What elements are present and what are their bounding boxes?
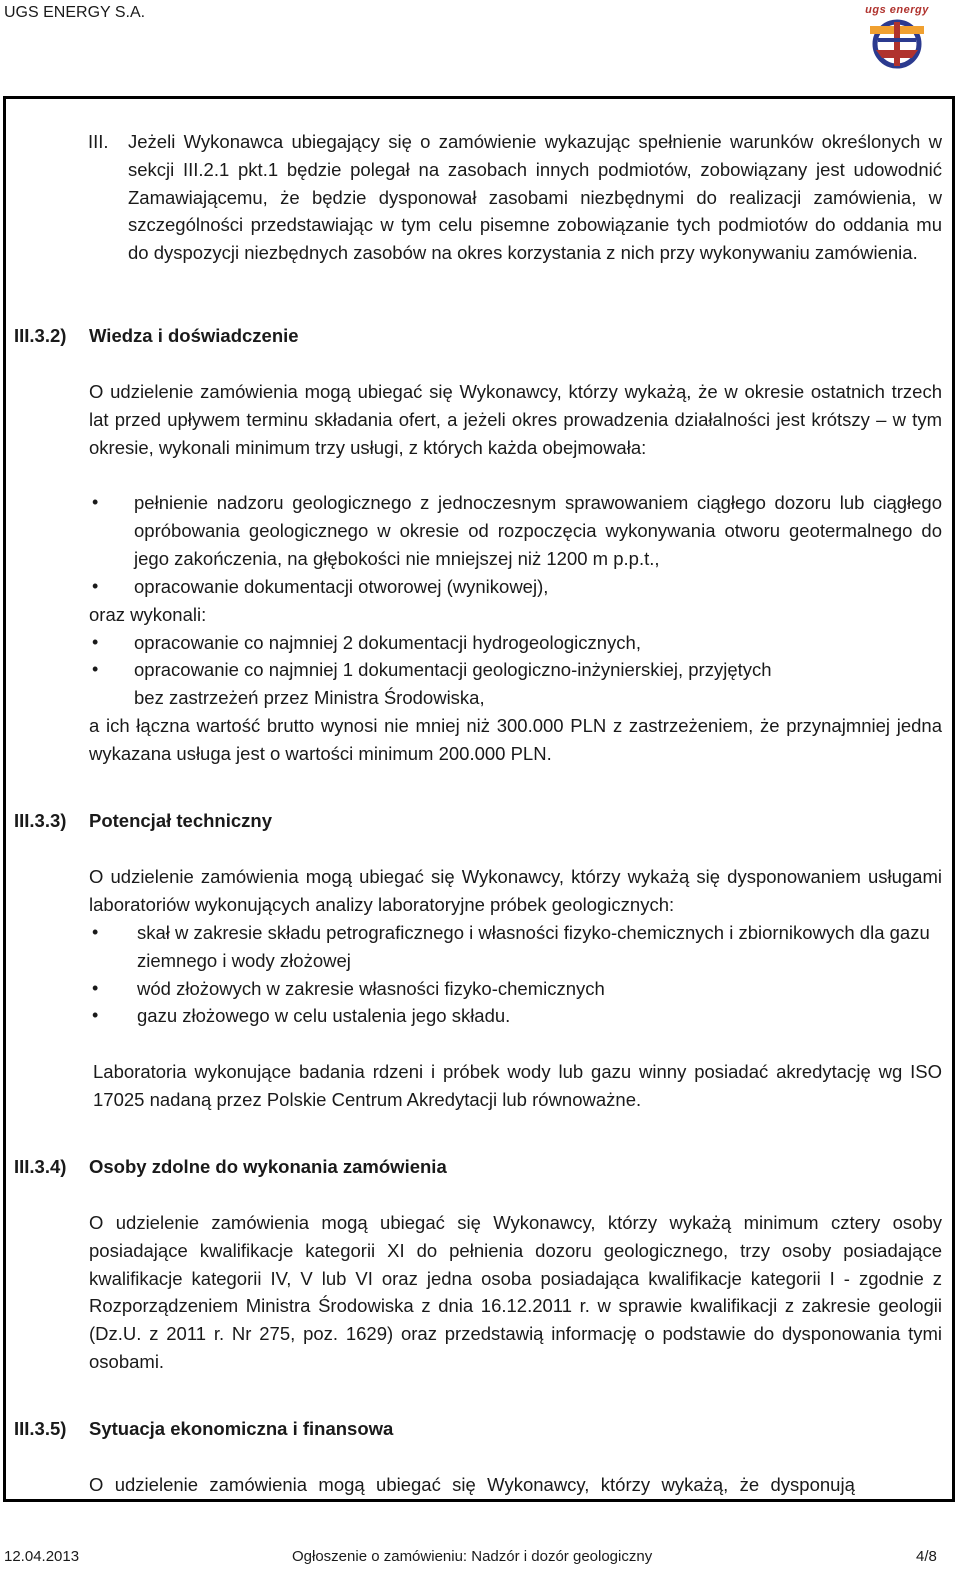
- s333-bullet-3: gazu złożowego w celu ustalenia jego składu.: [137, 1005, 511, 1026]
- s332-bullet-3: opracowanie co najmniej 2 dokumentacji hydrogeologicznych,: [134, 632, 641, 653]
- s335-number: III.3.5): [14, 1418, 67, 1439]
- bullet-marker: •: [92, 659, 99, 679]
- section-iii-marker: III.: [88, 131, 109, 152]
- bullet-marker: •: [92, 632, 99, 652]
- s333-note: Laboratoria wykonujące badania rdzeni i próbek wody lub gazu winny posiadać akredytację wg ISO 17025 nadaną przez Polskie Centrum Akredytacji lub równoważne.: [93, 1061, 942, 1110]
- s332-intro: O udzielenie zamówienia mogą ubiegać się Wykonawcy, którzy wykażą, że w okresie ostatnich trzech lat przed upływem terminu składania ofert, a jeżeli okres prowadzenia działalności jest krótszy – w tym okresie, wykonali minimum trzy usługi, z których każda obejmowała:: [89, 381, 942, 458]
- s334-number: III.3.4): [14, 1156, 67, 1177]
- s332-closing: a ich łączna wartość brutto wynosi nie mniej niż 300.000 PLN z zastrzeżeniem, że przynajmniej jedna wykazana usługa jest o wartości minimum 200.000 PLN.: [89, 715, 942, 764]
- footer-title: Ogłoszenie o zamówieniu: Nadzór i dozór geologiczny: [292, 1548, 653, 1565]
- footer-date: 12.04.2013: [4, 1548, 80, 1565]
- s333-intro: O udzielenie zamówienia mogą ubiegać się Wykonawcy, którzy wykażą się dysponowaniem usługami laboratoriów wykonujących analizy laboratoryjne próbek geologicznych:: [89, 866, 942, 915]
- content-frame: [3, 96, 955, 1502]
- s334-text: O udzielenie zamówienia mogą ubiegać się Wykonawcy, którzy wykażą minimum cztery osoby posiadające kwalifikacje kategorii XI do pełnienia dozoru geologicznego, trzy osoby posiadające kwalifikacje kategorii IV, V lub VI oraz jedna osoba posiadająca kwalifikacje kategorii I - zgodnie z Rozporządzeniem Ministra Środowiska z dnia 16.12.2011 r. w sprawie kwalifikacji z zakresie geologii (Dz.U. z 2011 r. Nr 275, poz. 1629) oraz przedstawią informację o podstawie do dysponowania tymi osobami.: [89, 1212, 942, 1372]
- s332-bullet-2: opracowanie dokumentacji otworowej (wynikowej),: [134, 576, 549, 597]
- logo-wordmark: ugs energy: [865, 4, 929, 16]
- bullet-marker: •: [92, 978, 99, 998]
- bullet-marker: •: [92, 1005, 99, 1025]
- section-iii-text: Jeżeli Wykonawca ubiegający się o zamówienie wykazując spełnienie warunków określonych w sekcji III.2.1 pkt.1 będzie polegał na zasobach innych podmiotów, zobowiązany jest udowodnić Zamawiającemu, że będzie dysponował zasobami niezbędnymi do realizacji zamówienia, w szczególności przedstawiając w tym celu pisemne zobowiązanie tych podmiotów do oddania mu do dyspozycji niezbędnych zasobów na okres korzystania z nich przy wykonywaniu zamówienia.: [128, 131, 942, 264]
- bullet-marker: •: [92, 576, 99, 596]
- bullet-marker: •: [92, 492, 99, 512]
- s333-title: Potencjał techniczny: [89, 810, 272, 831]
- s335-text: O udzielenie zamówienia mogą ubiegać się Wykonawcy, którzy wykażą, że dysponują: [89, 1474, 855, 1495]
- s333-bullet-1: skał w zakresie składu petrograficznego i własności fizyko-chemicznych i zbiornikowych dla gazu ziemnego i wody złożowej: [137, 922, 930, 971]
- s332-number: III.3.2): [14, 325, 67, 346]
- s333-bullet-2: wód złożowych w zakresie własności fizyko-chemicznych: [137, 978, 605, 999]
- s335-title: Sytuacja ekonomiczna i finansowa: [89, 1418, 394, 1439]
- company-logo: [856, 4, 938, 70]
- s332-bullet-4: opracowanie co najmniej 1 dokumentacji geologiczno-inżynierskiej, przyjętych bez zastrzeżeń przez Ministra Środowiska,: [134, 659, 772, 708]
- s334-title: Osoby zdolne do wykonania zamówienia: [89, 1156, 447, 1177]
- s332-bullet-1: pełnienie nadzoru geologicznego z jednoczesnym sprawowaniem ciągłego dozoru lub ciągłego opróbowania geologicznego w okresie od rozpoczęcia wykonywania otworu geotermalnego do jego zakończenia, na głębokości nie mniejszej niż 1200 m p.p.t.,: [134, 492, 942, 569]
- s332-title: Wiedza i doświadczenie: [89, 325, 299, 346]
- s332-middle: oraz wykonali:: [89, 604, 207, 625]
- bullet-marker: •: [92, 922, 99, 942]
- s333-number: III.3.3): [14, 810, 67, 831]
- company-name: UGS ENERGY S.A.: [4, 4, 146, 21]
- page-number: 4/8: [916, 1548, 937, 1565]
